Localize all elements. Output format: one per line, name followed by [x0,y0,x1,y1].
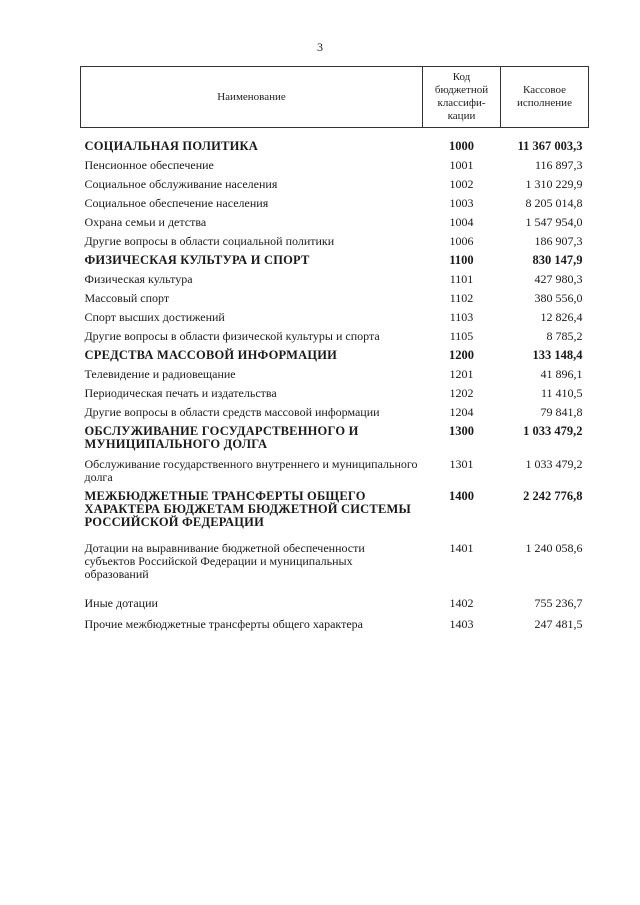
row-amount: 1 547 954,0 [525,214,583,229]
row-code: 1201 [449,366,474,381]
row-code: 1400 [449,488,474,503]
row-name: Прочие межбюджетные трансферты общего характера [84,616,363,631]
table-header [81,67,589,128]
row-name: Спорт высших достижений [84,309,225,324]
row-amount: 1 310 229,9 [525,176,583,191]
header-amount: Кассовое исполнение [501,67,589,128]
table-row [81,387,589,406]
row-amount: 133 148,4 [532,347,583,362]
header-name: Наименование [81,67,423,128]
row-name: Периодическая печать и издательства [84,385,277,400]
row-code: 1001 [449,157,474,172]
row-name: ФИЗИЧЕСКАЯ КУЛЬТУРА И СПОРТ [84,252,310,267]
row-name: Охрана семьи и детства [84,214,207,229]
row-amount: 380 556,0 [534,290,583,305]
row-code: 1403 [449,616,474,631]
row-amount: 830 147,9 [532,252,583,267]
budget-execution-table [80,66,589,637]
row-amount: 8 785,2 [546,328,583,343]
table-row [81,235,589,254]
row-code: 1301 [449,456,474,471]
table-row [81,216,589,235]
row-code: 1202 [449,385,474,400]
table-row [81,406,589,425]
row-amount: 755 236,7 [534,595,583,610]
row-amount: 247 481,5 [534,616,583,631]
row-name: СОЦИАЛЬНАЯ ПОЛИТИКА [84,139,259,153]
row-name: Обслуживание государственного внутреннего и муниципального долга [84,456,418,484]
row-amount: 41 896,1 [540,366,583,381]
table-row [81,273,589,292]
row-code: 1401 [449,540,474,555]
row-name: Дотации на выравнивание бюджетной обеспеченности субъектов Российской Федерации и муниципальных образований [84,540,365,581]
row-name: Пенсионное обеспечение [84,157,214,172]
row-name: МЕЖБЮДЖЕТНЫЕ ТРАНСФЕРТЫ ОБЩЕГО ХАРАКТЕРА БЮДЖЕТАМ БЮДЖЕТНОЙ СИСТЕМЫ РОССИЙСКОЙ ФЕДЕРАЦИИ [84,488,411,529]
section-row [81,128,589,159]
row-amount: 1 033 479,2 [525,456,583,471]
row-name: Физическая культура [84,271,193,286]
row-code: 1200 [449,347,474,362]
table-row [81,159,589,178]
row-amount: 79 841,8 [540,404,583,419]
row-code: 1105 [449,328,474,343]
section-row [81,425,589,458]
row-code: 1004 [449,214,474,229]
row-code: 1204 [449,404,474,419]
table-row [81,178,589,197]
row-code: 1103 [449,309,474,324]
row-amount: 2 242 776,8 [523,488,583,503]
row-name: Социальное обеспечение населения [84,195,269,210]
row-name: Телевидение и радиовещание [84,366,236,381]
table-row [81,597,589,618]
row-amount: 12 826,4 [540,309,583,324]
table-row [81,197,589,216]
header-code: Код бюджетной классифи-кации [423,67,501,128]
row-name: СРЕДСТВА МАССОВОЙ ИНФОРМАЦИИ [84,347,338,362]
row-amount: 8 205 014,8 [525,195,583,210]
row-code: 1003 [449,195,474,210]
row-amount: 1 240 058,6 [525,540,583,555]
row-code: 1006 [449,233,474,248]
row-name: Другие вопросы в области средств массовой информации [84,404,380,419]
row-code: 1002 [449,176,474,191]
section-row [81,490,589,542]
row-amount: 186 907,3 [534,233,583,248]
table-row [81,618,589,637]
table-body [81,128,589,637]
table-row [81,368,589,387]
table-row [81,330,589,349]
row-name: ОБСЛУЖИВАНИЕ ГОСУДАРСТВЕННОГО И МУНИЦИПАЛЬНОГО ДОЛГА [84,423,359,451]
row-name: Массовый спорт [84,290,170,305]
table-row [81,542,589,597]
row-amount: 427 980,3 [534,271,583,286]
page-number: 3 [317,40,323,54]
row-name: Иные дотации [84,595,158,610]
row-code: 1100 [449,252,474,267]
table-row [81,458,589,490]
row-amount: 1 033 479,2 [523,423,583,438]
table-row [81,292,589,311]
row-amount: 11 367 003,3 [517,139,583,153]
section-row [81,254,589,273]
row-code: 1101 [449,271,474,286]
row-amount: 11 410,5 [540,385,583,400]
row-code: 1102 [449,290,474,305]
row-name: Другие вопросы в области физической культуры и спорта [84,328,380,343]
row-name: Социальное обслуживание населения [84,176,278,191]
row-code: 1402 [449,595,474,610]
table-row [81,311,589,330]
section-row [81,349,589,368]
row-code: 1000 [449,139,474,153]
row-amount: 116 897,3 [534,157,583,172]
row-name: Другие вопросы в области социальной политики [84,233,335,248]
row-code: 1300 [449,423,474,438]
